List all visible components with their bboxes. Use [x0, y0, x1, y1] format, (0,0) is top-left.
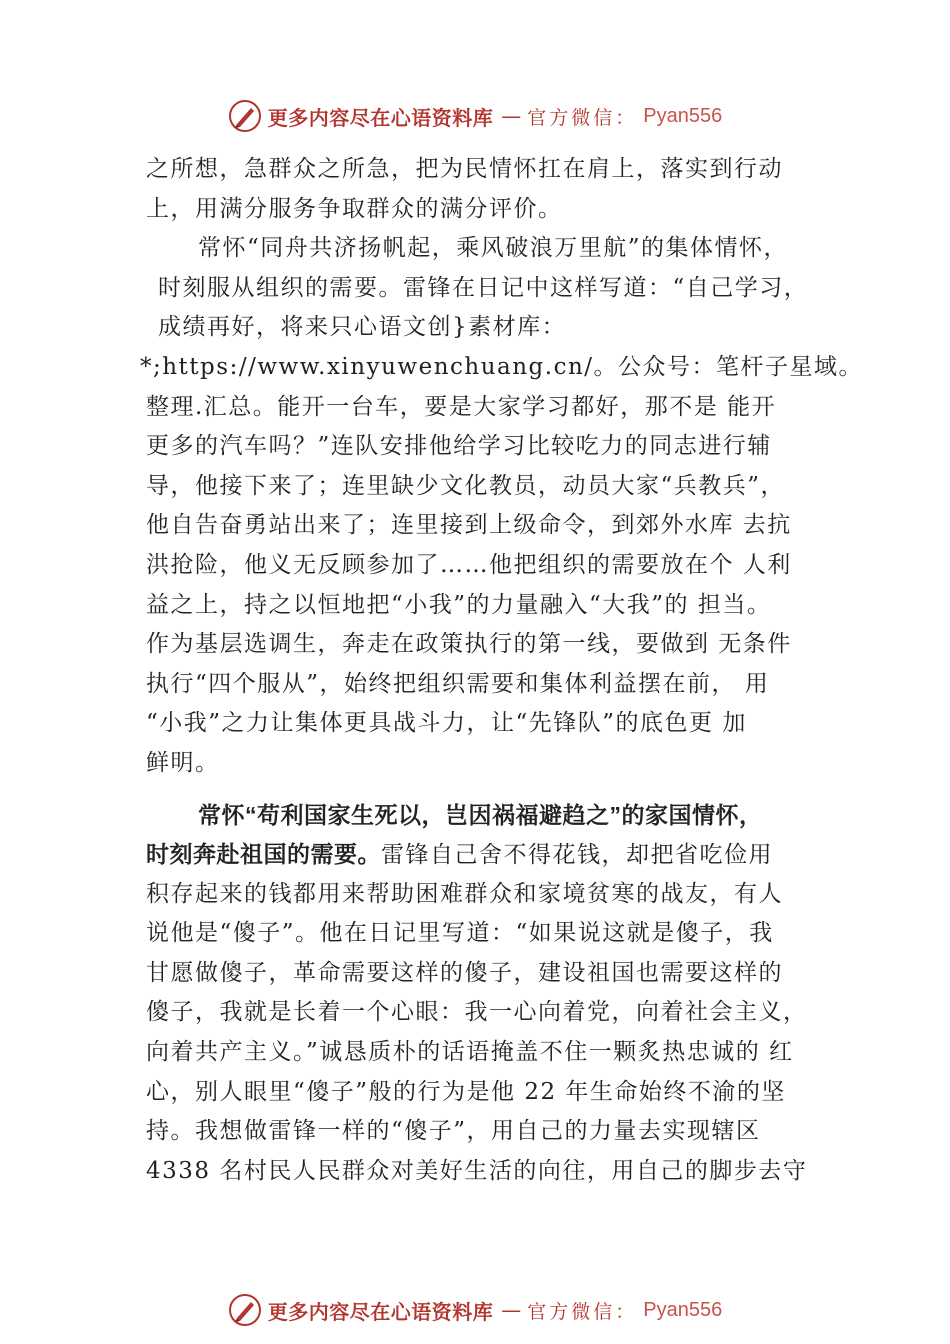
text-line: 执行“四个服从”，始终把组织需要和集体利益摆在前， 用	[146, 670, 770, 697]
text-line: 上，用满分服务争取群众的满分评价。	[146, 195, 563, 222]
text-line: 导，他接下来了；连里缺少文化教员，动员大家“兵教兵”，	[146, 472, 786, 499]
text-line	[146, 835, 846, 875]
text-line: 洪抢险，他义无反顾参加了……他把组织的需要放在个 人利	[146, 551, 792, 578]
text-line: 积存起来的钱都用来帮助困难群众和家境贫寒的战友，有人	[146, 880, 783, 907]
header-wechat-label: 官方微信：	[527, 106, 638, 129]
text-line: 说他是“傻子”。他在日记里写道：“如果说这就是傻子，我	[146, 920, 774, 947]
text-line: 成绩再好，将来只心语文创}素材库：	[158, 314, 567, 341]
header-wechat-id: Pyan556	[643, 104, 723, 127]
text-line: 益之上，持之以恒地把“小我”的力量融入“大我”的 担当。	[146, 591, 772, 618]
text-line: 持。我想做雷锋一样的“傻子”，用自己的力量去实现辖区	[146, 1118, 761, 1145]
header-separator: —	[501, 104, 522, 128]
text-line: 向着共产主义。”诚恳质朴的话语掩盖不住一颗炙热忠诚的 红	[146, 1039, 794, 1066]
text-line: 整理.汇总。能开一台车，要是大家学习都好，那不是 能开	[146, 393, 777, 420]
text-line: 4338 名村民人民群众对美好生活的向往，用自己的脚步去守	[146, 1157, 808, 1184]
header-left-text: 更多内容尽在心语资料库	[267, 105, 494, 130]
text-line: “小我”之力让集体更具战斗力，让“先锋队”的底色更 加	[146, 710, 747, 737]
document-body	[140, 150, 864, 1191]
text-line: 傻子，我就是长着一个心眼：我一心向着党，向着社会主义，	[146, 999, 808, 1026]
footer-separator: —	[501, 1298, 522, 1322]
footer-wechat-id: Pyan556	[643, 1298, 723, 1321]
footer-wechat-label: 官方微信：	[527, 1300, 638, 1323]
text-line: *;https://www.xinyuwenchuang.cn/。公众号：笔杆子星域。	[140, 353, 864, 380]
text-line: 更多的汽车吗？”连队安排他给学习比较吃力的同志进行辅	[146, 433, 772, 460]
pen-logo-icon	[228, 1293, 262, 1327]
header-banner	[0, 96, 950, 136]
text-line: 鲜明。	[146, 749, 220, 776]
text-line: 甘愿做傻子，革命需要这样的傻子，建设祖国也需要这样的	[146, 959, 783, 986]
section-heading: 常怀“苟利国家生死以，岂因祸福避趋之”的家国情怀，	[198, 801, 763, 828]
text-span: 雷锋自己舍不得花钱，却把省吃俭用	[381, 842, 773, 869]
section-heading-continued: 时刻奔赴祖国的需要。	[146, 841, 381, 868]
pen-logo-icon	[228, 99, 262, 133]
text-line: 时刻服从组织的需要。雷锋在日记中这样写道：“自己学习，	[158, 274, 809, 301]
footer-left-text: 更多内容尽在心语资料库	[267, 1299, 494, 1324]
text-line: 之所想，急群众之所急，把为民情怀扛在肩上，落实到行动	[146, 156, 783, 182]
footer-banner	[0, 1290, 950, 1330]
text-line: 心，别人眼里“傻子”般的行为是他 22 年生命始终不渝的坚	[146, 1078, 786, 1105]
text-line: 作为基层选调生，奔走在政策执行的第一线，要做到 无条件	[146, 631, 792, 658]
text-line: 他自告奋勇站出来了；连里接到上级命令，到郊外水库 去抗	[146, 512, 792, 539]
text-line: 常怀“同舟共济扬帆起，乘风破浪万里航”的集体情怀，	[198, 235, 789, 262]
